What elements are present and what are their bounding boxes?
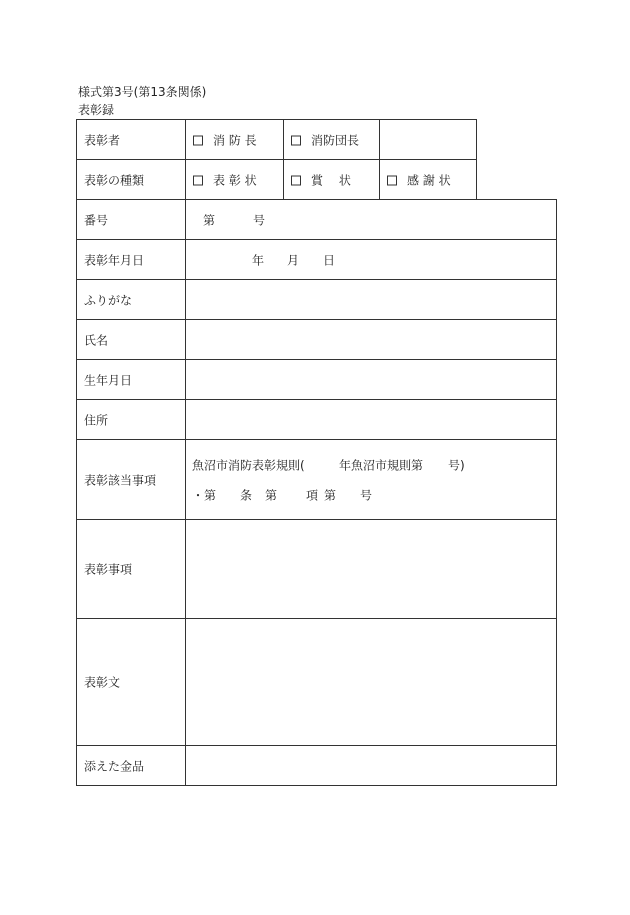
clause-go-text: 号 — [360, 488, 373, 503]
checkbox-prize[interactable] — [291, 175, 301, 185]
matters-field[interactable] — [185, 519, 557, 618]
gift-field[interactable] — [185, 745, 557, 786]
checkbox-commendation[interactable] — [193, 175, 203, 185]
number-dai-text: 第 — [203, 213, 216, 227]
checkbox-thanks[interactable] — [387, 175, 397, 185]
applicable-field[interactable] — [185, 439, 557, 519]
clause-jo-text: 条 — [240, 488, 253, 503]
date-month-text: 月 — [287, 253, 300, 267]
award-type-label: 表彰の種類 — [84, 173, 145, 187]
checkbox-fire-chief[interactable] — [193, 135, 203, 145]
checkbox-corps-chief[interactable] — [291, 135, 301, 145]
award-type-option-prize[interactable] — [283, 159, 379, 199]
regulation-suffix-text: 号) — [448, 458, 465, 473]
thanks-label: 感 謝 状 — [407, 173, 451, 187]
fire-chief-label: 消 防 長 — [213, 133, 257, 147]
award-type-option-thanks[interactable] — [379, 159, 477, 199]
record-title: 表彰録 — [78, 103, 115, 117]
date-field[interactable] — [185, 239, 557, 279]
name-field[interactable] — [185, 319, 557, 359]
number-label: 番号 — [84, 213, 109, 227]
award-text-label: 表彰文 — [84, 675, 121, 690]
award-record-form — [76, 119, 557, 786]
clause-dai2-text: 第 — [265, 488, 278, 503]
furigana-label-cell — [76, 279, 185, 319]
name-label: 氏名 — [84, 333, 109, 347]
birthdate-field[interactable] — [185, 359, 557, 399]
applicable-label: 表彰該当事項 — [84, 473, 157, 487]
date-label-cell — [76, 239, 185, 279]
matters-label-cell — [76, 519, 185, 618]
regulation-middle-text: 年魚沼市規則第 — [339, 458, 424, 473]
address-field[interactable] — [185, 399, 557, 439]
gift-label-cell — [76, 745, 185, 786]
clause-ko-text: 項 — [306, 488, 319, 503]
award-type-option-commendation[interactable] — [185, 159, 283, 199]
number-label-cell — [76, 199, 185, 239]
award-type-label-cell — [76, 159, 185, 199]
furigana-field[interactable] — [185, 279, 557, 319]
number-field[interactable] — [185, 199, 557, 239]
furigana-label: ふりがな — [84, 293, 133, 307]
birthdate-label: 生年月日 — [84, 373, 133, 387]
applicable-label-cell — [76, 439, 185, 519]
clause-bullet-text: ・第 — [192, 488, 217, 503]
awarder-blank-cell — [379, 119, 477, 159]
date-label: 表彰年月日 — [84, 253, 145, 267]
awarder-option-corps-chief[interactable] — [283, 119, 379, 159]
awarder-label: 表彰者 — [84, 133, 121, 147]
gift-label: 添えた金品 — [84, 759, 145, 773]
text-label-cell — [76, 618, 185, 745]
award-text-field[interactable] — [185, 618, 557, 745]
number-go-text: 号 — [253, 213, 266, 227]
clause-dai3-text: 第 — [324, 488, 337, 503]
address-label: 住所 — [84, 413, 109, 427]
birthdate-label-cell — [76, 359, 185, 399]
awarder-option-fire-chief[interactable] — [185, 119, 283, 159]
matters-label: 表彰事項 — [84, 562, 133, 577]
address-label-cell — [76, 399, 185, 439]
commendation-label: 表 彰 状 — [213, 173, 257, 187]
date-year-text: 年 — [252, 253, 265, 267]
regulation-prefix-text: 魚沼市消防表彰規則( — [192, 458, 305, 473]
form-number-title: 様式第3号(第13条関係) — [78, 85, 207, 99]
date-day-text: 日 — [323, 253, 336, 267]
awarder-label-cell — [76, 119, 185, 159]
prize-label: 賞 状 — [311, 173, 351, 187]
name-label-cell — [76, 319, 185, 359]
corps-chief-label: 消防団長 — [311, 133, 360, 147]
